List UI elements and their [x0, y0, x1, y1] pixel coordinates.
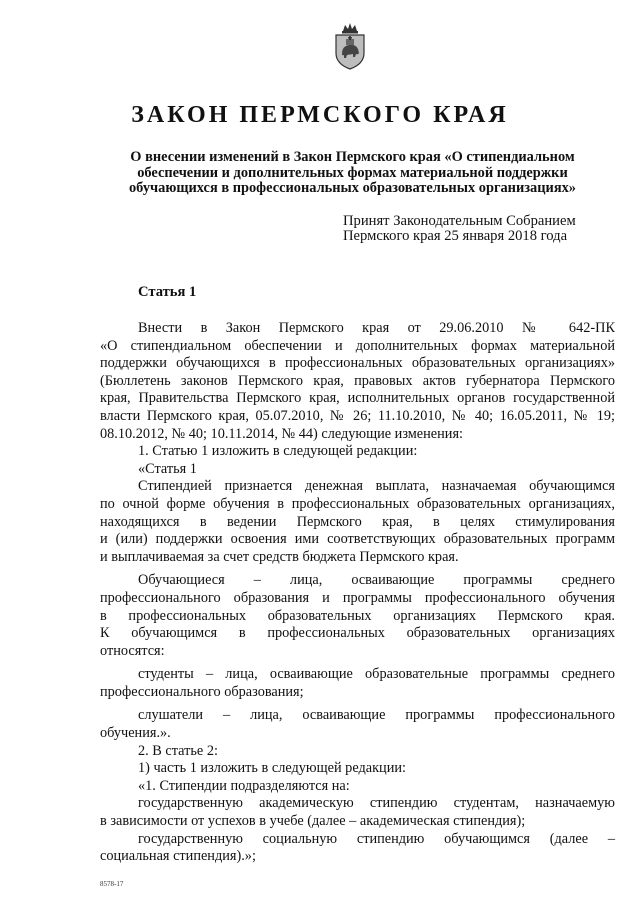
text-line: слушатели – лица, осваивающие программы профессионального	[138, 707, 615, 724]
text-line: профессионального образования и программы профессионального обучения	[100, 589, 615, 606]
text-line: «Статья 1	[138, 460, 197, 477]
text-line: 1. Статью 1 изложить в следующей редакции:	[138, 443, 418, 460]
text-line: в профессиональных образовательных организациях Пермского края.	[100, 607, 615, 624]
text-line: 1) часть 1 изложить в следующей редакции:	[138, 760, 406, 777]
text-line: власти Пермского края, 05.07.2010, № 26; 11.10.2010, № 40; 16.05.2011, № 19;	[100, 407, 615, 424]
text-line: Стипендией признается денежная выплата, назначаемая обучающимся	[138, 478, 615, 495]
adoption-line: Принят Законодательным Собранием	[343, 213, 576, 229]
adoption-note	[343, 214, 576, 244]
text-line: (Бюллетень законов Пермского края, правовых актов губернатора Пермского	[100, 372, 615, 389]
text-line: находящихся в ведении Пермского края, в целях стимулирования	[100, 513, 615, 530]
text-line: поддержки обучающихся в профессиональных образовательных организациях»	[100, 355, 615, 372]
text-line: социальная стипендия).»;	[100, 848, 256, 865]
text-line: обучения.».	[100, 725, 171, 742]
text-line: государственную социальную стипендию обучающимся (далее –	[138, 830, 615, 847]
text-line: 2. В статье 2:	[138, 742, 218, 759]
subtitle-line: обеспечении и дополнительных формах материальной поддержки	[137, 164, 568, 181]
text-line: и выплачиваемая за счет средств бюджета Пермского края.	[100, 548, 459, 565]
text-line: государственную академическую стипендию студентам, назначаемую	[138, 795, 615, 812]
adoption-line: Пермского края 25 января 2018 года	[343, 228, 568, 244]
subtitle-line: обучающихся в профессиональных образовательных организациях»	[128, 180, 577, 196]
article-body	[100, 320, 615, 866]
text-line: относятся:	[100, 642, 165, 659]
law-title: ЗАКОН ПЕРМСКОГО КРАЯ	[131, 102, 509, 128]
text-line: студенты – лица, осваивающие образовательные программы среднего	[138, 666, 615, 683]
law-subtitle	[115, 150, 590, 197]
article-heading: Статья 1	[138, 284, 197, 300]
text-line: края, Правительства Пермского края, исполнительных органов государственной	[100, 390, 615, 407]
text-line: профессионального образования;	[100, 683, 304, 700]
text-line: в зависимости от успехов в учебе (далее – академическая стипендия);	[100, 813, 526, 830]
perm-krai-coat-of-arms-icon	[331, 22, 369, 70]
text-line: «1. Стипендии подразделяются на:	[138, 777, 350, 794]
text-line: «О стипендиальном обеспечении и дополнительных формах материальной	[100, 337, 615, 354]
text-line: 08.10.2012, № 40; 10.11.2014, № 44) следующие изменения:	[100, 425, 463, 442]
text-line: Обучающиеся – лица, осваивающие программы среднего	[138, 572, 615, 589]
text-line: К обучающимся в профессиональных образовательных организациях	[100, 625, 615, 642]
subtitle-line: О внесении изменений в Закон Пермского края «О стипендиальном	[130, 149, 575, 165]
text-line: по очной форме обучения в профессиональных образовательных организациях,	[100, 495, 615, 512]
text-line: и (или) поддержки освоения ими соответствующих образовательных программ	[100, 531, 615, 548]
document-code: 8578-17	[100, 880, 124, 888]
text-line: Внести в Закон Пермского края от 29.06.2010 № 642-ПК	[138, 320, 615, 336]
